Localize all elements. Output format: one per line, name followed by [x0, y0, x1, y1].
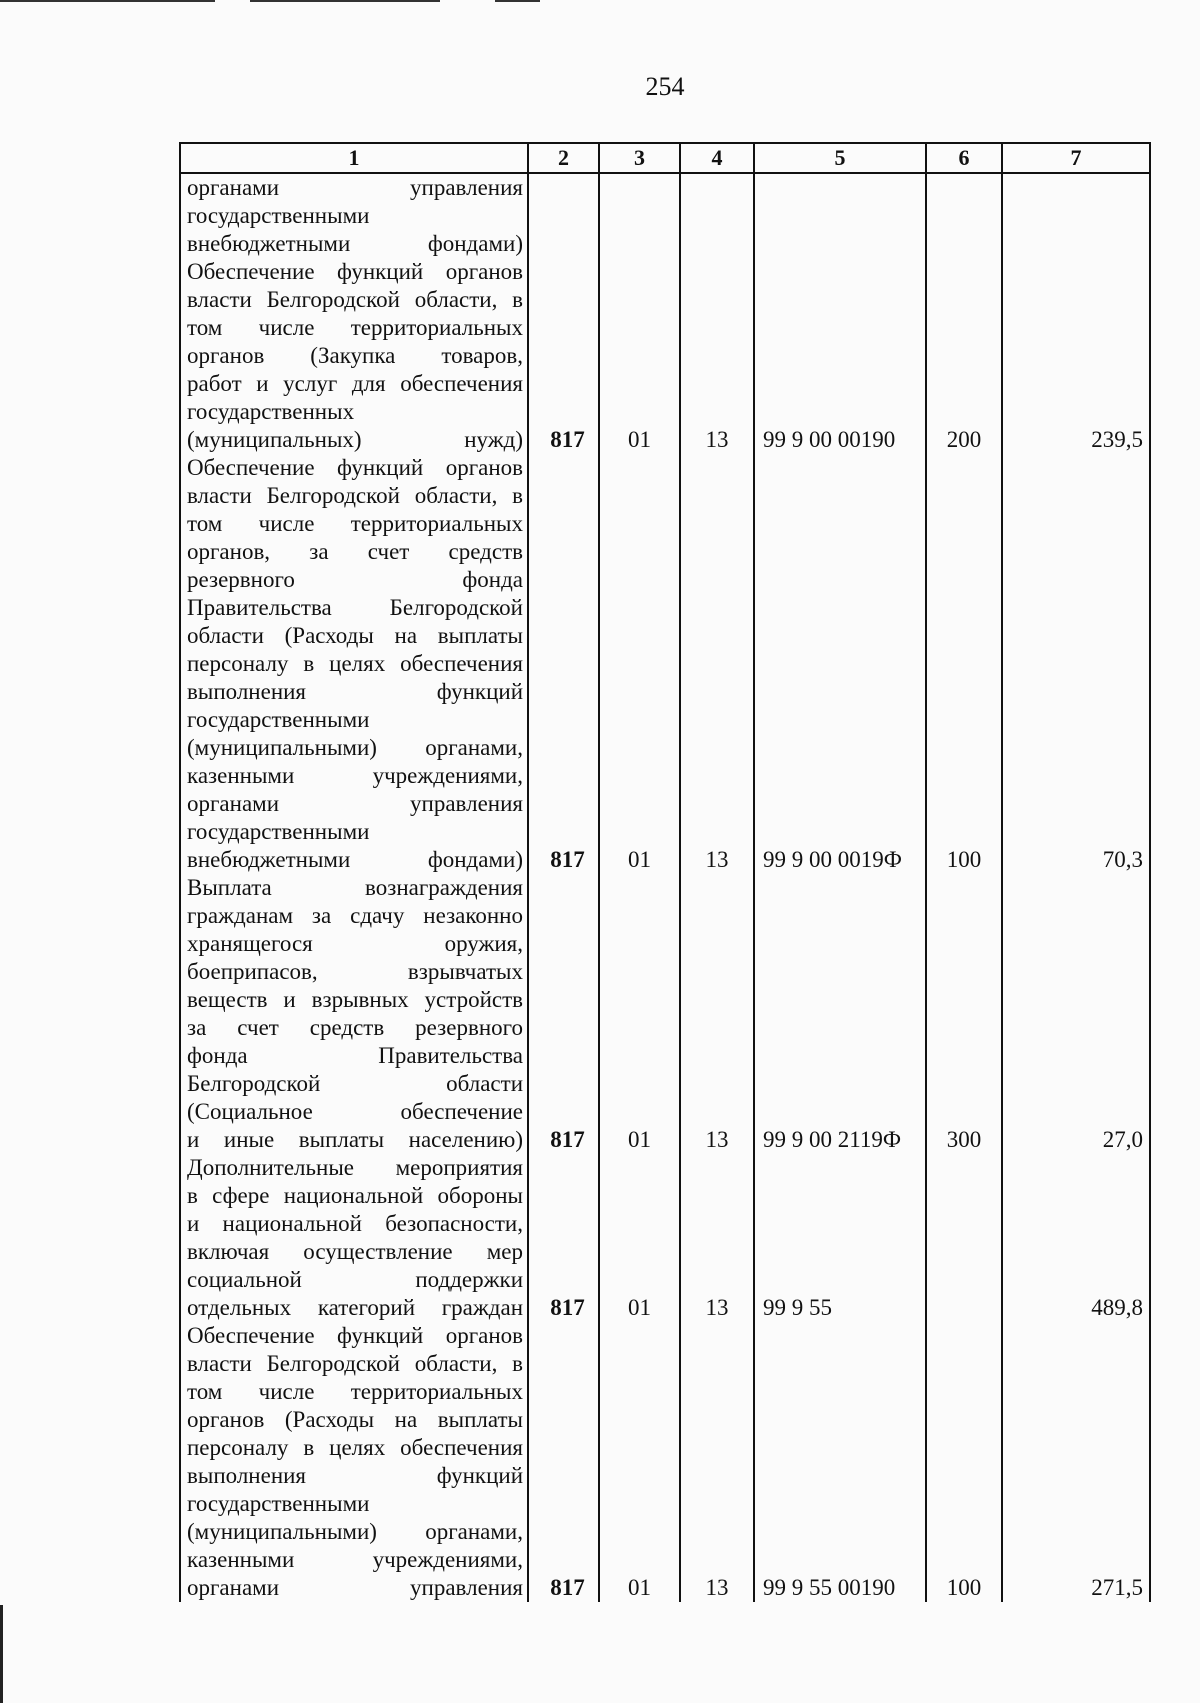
target-article-cell: 99 9 00 00190	[754, 258, 926, 454]
description-line: социальной поддержки	[187, 1267, 523, 1292]
table-header-row	[180, 143, 1150, 173]
description-line: Обеспечение функций органов	[187, 1323, 523, 1348]
expense-type-cell: 200	[926, 258, 1002, 454]
scan-edge-line	[250, 0, 440, 2]
table-row	[180, 258, 1150, 454]
column-header: 4	[680, 143, 754, 173]
ministry-code-cell: 817	[528, 454, 599, 874]
section-code-cell: 01	[599, 258, 680, 454]
row-description	[180, 454, 528, 874]
description-line: (муниципальными) органами,	[187, 1519, 523, 1544]
description-line: (муниципальных) нужд)	[187, 427, 523, 452]
description-line: гражданам за сдачу незаконно	[187, 903, 523, 928]
subsection-code-cell: 13	[680, 454, 754, 874]
scan-edge-line	[0, 0, 215, 2]
description-line: том числе территориальных	[187, 315, 523, 340]
column-header: 2	[528, 143, 599, 173]
description-line: в сфере национальной обороны	[187, 1183, 523, 1208]
amount-cell: 489,8	[1002, 1154, 1150, 1322]
target-article-cell: 99 9 55	[754, 1154, 926, 1322]
amount-cell: 239,5	[1002, 258, 1150, 454]
description-line: работ и услуг для обеспечения	[187, 371, 523, 396]
row-description	[180, 173, 528, 258]
description-line: органами управления	[187, 791, 523, 816]
ministry-code-cell: 817	[528, 874, 599, 1154]
expense-type-cell: 100	[926, 454, 1002, 874]
ministry-code-cell	[528, 173, 599, 258]
budget-table	[179, 142, 1151, 1602]
expense-type-cell	[926, 173, 1002, 258]
description-line: государственными	[187, 203, 370, 228]
target-article-cell: 99 9 00 0019Ф	[754, 454, 926, 874]
row-description	[180, 874, 528, 1154]
description-line: и национальной безопасности,	[187, 1211, 523, 1236]
description-line: том числе территориальных	[187, 1379, 523, 1404]
description-line: Обеспечение функций органов	[187, 455, 523, 480]
table-row	[180, 874, 1150, 1154]
description-line: за счет средств резервного	[187, 1015, 523, 1040]
description-line: Правительства Белгородской	[187, 595, 523, 620]
ministry-code-cell: 817	[528, 258, 599, 454]
table-row	[180, 1322, 1150, 1602]
table-row	[180, 1154, 1150, 1322]
description-line: включая осуществление мер	[187, 1239, 523, 1264]
description-line: органов (Расходы на выплаты	[187, 1407, 523, 1432]
description-line: власти Белгородской области, в	[187, 287, 523, 312]
description-line: органов (Закупка товаров,	[187, 343, 523, 368]
description-line: области (Расходы на выплаты	[187, 623, 523, 648]
description-line: отдельных категорий граждан	[187, 1295, 523, 1320]
description-line: внебюджетными фондами)	[187, 231, 523, 256]
subsection-code-cell: 13	[680, 258, 754, 454]
description-line: персоналу в целях обеспечения	[187, 1435, 523, 1460]
amount-cell: 27,0	[1002, 874, 1150, 1154]
description-line: казенными учреждениями,	[187, 1547, 523, 1572]
description-line: органами управления	[187, 175, 523, 200]
table-row	[180, 454, 1150, 874]
description-line: том числе территориальных	[187, 511, 523, 536]
column-header: 1	[180, 143, 528, 173]
row-description	[180, 1322, 528, 1602]
section-code-cell: 01	[599, 454, 680, 874]
expense-type-cell: 100	[926, 1322, 1002, 1602]
section-code-cell: 01	[599, 1154, 680, 1322]
target-article-cell	[754, 173, 926, 258]
description-line: власти Белгородской области, в	[187, 1351, 523, 1376]
description-line: хранящегося оружия,	[187, 931, 523, 956]
description-line: персоналу в целях обеспечения	[187, 651, 523, 676]
description-line: казенными учреждениями,	[187, 763, 523, 788]
description-line: органов, за счет средств	[187, 539, 523, 564]
section-code-cell: 01	[599, 874, 680, 1154]
section-code-cell	[599, 173, 680, 258]
description-line: государственных	[187, 399, 355, 424]
description-line: (Социальное обеспечение	[187, 1099, 523, 1124]
table-row	[180, 173, 1150, 258]
target-article-cell: 99 9 00 2119Ф	[754, 874, 926, 1154]
description-line: Белгородской области	[187, 1071, 523, 1096]
description-line: государственными	[187, 707, 370, 732]
description-line: государственными	[187, 819, 370, 844]
ministry-code-cell: 817	[528, 1154, 599, 1322]
description-line: Дополнительные мероприятия	[187, 1155, 523, 1180]
description-line: органами управления	[187, 1575, 523, 1600]
expense-type-cell	[926, 1154, 1002, 1322]
target-article-cell: 99 9 55 00190	[754, 1322, 926, 1602]
amount-cell: 70,3	[1002, 454, 1150, 874]
subsection-code-cell	[680, 173, 754, 258]
description-line: и иные выплаты населению)	[187, 1127, 523, 1152]
description-line: веществ и взрывных устройств	[187, 987, 523, 1012]
page-number: 254	[645, 72, 685, 101]
amount-cell	[1002, 173, 1150, 258]
description-line: выполнения функций	[187, 1463, 523, 1488]
description-line: резервного фонда	[187, 567, 523, 592]
scan-edge-mark	[0, 1605, 3, 1703]
description-line: (муниципальными) органами,	[187, 735, 523, 760]
scan-edge-line	[495, 0, 540, 2]
description-line: государственными	[187, 1491, 370, 1516]
description-line: выполнения функций	[187, 679, 523, 704]
amount-cell: 271,5	[1002, 1322, 1150, 1602]
description-line: внебюджетными фондами)	[187, 847, 523, 872]
column-header: 7	[1002, 143, 1150, 173]
subsection-code-cell: 13	[680, 1322, 754, 1602]
description-line: боеприпасов, взрывчатых	[187, 959, 523, 984]
row-description	[180, 258, 528, 454]
description-line: фонда Правительства	[187, 1043, 523, 1068]
section-code-cell: 01	[599, 1322, 680, 1602]
description-line: Выплата вознаграждения	[187, 875, 523, 900]
column-header: 3	[599, 143, 680, 173]
column-header: 6	[926, 143, 1002, 173]
description-line: власти Белгородской области, в	[187, 483, 523, 508]
subsection-code-cell: 13	[680, 874, 754, 1154]
row-description	[180, 1154, 528, 1322]
ministry-code-cell: 817	[528, 1322, 599, 1602]
description-line: Обеспечение функций органов	[187, 259, 523, 284]
expense-type-cell: 300	[926, 874, 1002, 1154]
column-header: 5	[754, 143, 926, 173]
subsection-code-cell: 13	[680, 1154, 754, 1322]
